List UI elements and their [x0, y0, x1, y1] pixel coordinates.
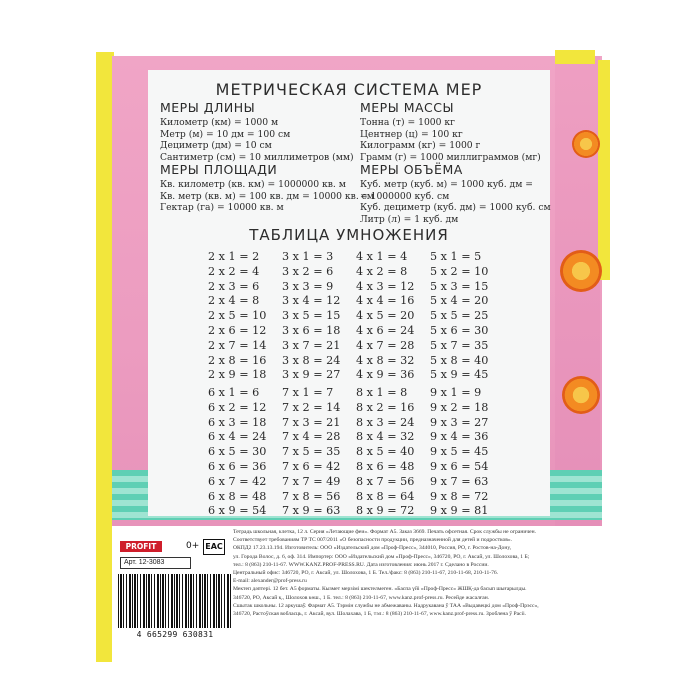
multiplication-entry: 8 x 5 = 40 [356, 445, 415, 459]
multiplication-entry: 9 x 9 = 81 [430, 504, 489, 518]
multiplication-entry: 4 x 8 = 32 [356, 353, 415, 367]
flower-icon [572, 130, 600, 158]
multiplication-entry: 3 x 3 = 9 [282, 279, 334, 293]
fine-print-line: Центральный офис: 346720, РО, г. Аксай, ул. Шолохова, 1 Б. Тел./факс: 8 (863) 210-11-67, 210-11-68, 210-11-76. [233, 570, 499, 577]
multiplication-entry: 4 x 5 = 20 [356, 309, 415, 323]
multiplication-entry: 3 x 1 = 3 [282, 250, 334, 263]
volume-line: Куб. дециметр (куб. дм) = 1000 куб. см [360, 202, 551, 214]
length-line: Метр (м) = 10 дм = 100 см [160, 128, 291, 140]
area-heading: МЕРЫ ПЛОЩАДИ [160, 162, 278, 177]
multiplication-entry: 6 x 1 = 6 [208, 386, 260, 399]
multiplication-entry: 7 x 6 = 42 [282, 459, 341, 473]
multiplication-entry: 4 x 4 = 16 [356, 294, 415, 308]
fine-print-line: ул. Города Волос, д. 6, оф. 314. Импортер: ООО «Издательский дом «Проф-Пресс», 346720, РО, г. Аксай, ул. Шолохова, 1 Б; [233, 553, 530, 560]
multiplication-entry: 2 x 6 = 12 [208, 323, 267, 337]
multiplication-column [356, 250, 414, 383]
cover-edge-top [555, 50, 595, 64]
mass-line: Грамм (г) = 1000 миллиграммов (мг) [360, 151, 541, 163]
multiplication-entry: 4 x 7 = 28 [356, 338, 415, 352]
fine-print-line: Сшытак школьны. 12 аркушаў. Фармат А5. Тэрмін службы не абмежаваны. Надрукавана ў ТАА «Выдавецкі дом «Проф-Прэсс», [233, 602, 539, 609]
multiplication-entry: 9 x 8 = 72 [430, 489, 489, 503]
multiplication-entry: 2 x 4 = 8 [208, 294, 260, 308]
multiplication-entry: 2 x 5 = 10 [208, 309, 267, 323]
mass-line: Центнер (ц) = 100 кг [360, 128, 463, 140]
multiplication-column [356, 386, 414, 519]
multiplication-entry: 5 x 7 = 35 [430, 338, 489, 352]
multiplication-entry: 5 x 9 = 45 [430, 368, 489, 382]
multiplication-entry: 8 x 1 = 8 [356, 386, 408, 399]
multiplication-entry: 2 x 1 = 2 [208, 250, 260, 263]
multiplication-entry: 6 x 2 = 12 [208, 400, 267, 414]
multiplication-column [282, 386, 340, 519]
multiplication-entry: 9 x 4 = 36 [430, 430, 489, 444]
multiplication-entry: 3 x 5 = 15 [282, 309, 341, 323]
length-line: Дециметр (дм) = 10 см [160, 140, 272, 152]
fine-print-line: Соответствует требованиям ТР ТС 007/2011 «О безопасности продукции, предназначенной для детей и подростков». [233, 537, 513, 544]
fine-print [233, 528, 599, 618]
multiplication-entry: 6 x 7 = 42 [208, 474, 267, 488]
length-measures [160, 100, 354, 163]
multiplication-entry: 5 x 6 = 30 [430, 323, 489, 337]
area-line: Кв. метр (кв. м) = 100 кв. дм = 10000 кв. см [160, 190, 374, 202]
fine-print-line: 346720, РО, Аксай қ., Шолохов көш., 1 Б. тел.: 8 (863) 210-11-67, www.kanz.prof-press.ru. Ресейде жасалған. [233, 594, 490, 601]
multiplication-entry: 6 x 3 = 18 [208, 415, 267, 429]
fine-print-line: Мектеп дәптері. 12 бет. А5 форматы. Кызмет мерзімі шектелмеген. «Баспа үйі «Проф-Пресс» ЖШҚ-да басып шығарылды. [233, 586, 527, 593]
multiplication-entry: 3 x 4 = 12 [282, 294, 341, 308]
mass-line: Тонна (т) = 1000 кг [360, 117, 455, 128]
length-line: Километр (км) = 1000 м [160, 117, 279, 128]
eac-mark: EAC [203, 539, 225, 555]
multiplication-entry: 2 x 7 = 14 [208, 338, 267, 352]
multiplication-entry: 2 x 2 = 4 [208, 264, 260, 278]
volume-line: Куб. метр (куб. м) = 1000 куб. дм = [360, 179, 533, 190]
multiplication-column [430, 386, 488, 519]
multiplication-entry: 7 x 7 = 49 [282, 474, 341, 488]
multiplication-column [430, 250, 488, 383]
multiplication-entry: 9 x 1 = 9 [430, 386, 482, 399]
multiplication-entry: 8 x 8 = 64 [356, 489, 415, 503]
multiplication-entry: 5 x 4 = 20 [430, 294, 489, 308]
brand-logo: PROFIT [120, 541, 162, 552]
mass-measures [360, 100, 541, 163]
multiplication-entry: 8 x 6 = 48 [356, 459, 415, 473]
fine-print-line: E-mail: alexander@prof-press.ru [233, 578, 307, 585]
volume-measures [360, 162, 551, 225]
multiplication-entry: 3 x 7 = 21 [282, 338, 341, 352]
multiplication-entry: 8 x 3 = 24 [356, 415, 415, 429]
multiplication-entry: 6 x 8 = 48 [208, 489, 267, 503]
multiplication-entry: 8 x 4 = 32 [356, 430, 415, 444]
multiplication-entry: 2 x 3 = 6 [208, 279, 260, 293]
multiplication-entry: 2 x 9 = 18 [208, 368, 267, 382]
flower-icon [560, 250, 602, 292]
multiplication-entry: 5 x 3 = 15 [430, 279, 489, 293]
barcode [118, 574, 232, 628]
multiplication-entry: 9 x 6 = 54 [430, 459, 489, 473]
multiplication-entry: 5 x 8 = 40 [430, 353, 489, 367]
barcode-number: 4 665299 630831 [136, 630, 214, 639]
cover-edge-right [598, 60, 610, 280]
multiplication-entry: 9 x 3 = 27 [430, 415, 489, 429]
volume-line: Литр (л) = 1 куб. дм [360, 213, 459, 225]
multiplication-entry: 7 x 9 = 63 [282, 504, 341, 518]
multiplication-entry: 6 x 9 = 54 [208, 504, 267, 518]
volume-heading: МЕРЫ ОБЪЁМА [360, 162, 463, 177]
multiplication-entry: 3 x 2 = 6 [282, 264, 334, 278]
multiplication-entry: 3 x 6 = 18 [282, 323, 341, 337]
multiplication-entry: 6 x 5 = 30 [208, 445, 267, 459]
multiplication-entry: 5 x 2 = 10 [430, 264, 489, 278]
multiplication-entry: 8 x 9 = 72 [356, 504, 415, 518]
multiplication-entry: 6 x 6 = 36 [208, 459, 267, 473]
multiplication-entry: 5 x 1 = 5 [430, 250, 482, 263]
multiplication-entry: 7 x 3 = 21 [282, 415, 341, 429]
multiplication-entry: 5 x 5 = 25 [430, 309, 489, 323]
length-heading: МЕРЫ ДЛИНЫ [160, 100, 256, 115]
area-line: Кв. километр (кв. км) = 1000000 кв. м [160, 179, 346, 190]
flower-icon [562, 376, 600, 414]
multiplication-entry: 3 x 8 = 24 [282, 353, 341, 367]
multiplication-entry: 9 x 7 = 63 [430, 474, 489, 488]
multiplication-entry: 4 x 9 = 36 [356, 368, 415, 382]
multiplication-column [282, 250, 340, 383]
multiplication-column [208, 250, 266, 383]
fine-print-line: Тетрадь школьная, клетка, 12 л. Серия «Летающие феи». Формат А5. Заказ 3669. Печать офсетная. Срок службы не ограничен. [233, 529, 537, 535]
fine-print-line: тел.: 8 (863) 210-11-67. WWW.KANZ.PROF-PRESS.RU. Дата изготовления: июнь 2017 г. Сделано в России. [233, 561, 489, 568]
multiplication-entry: 7 x 1 = 7 [282, 386, 334, 399]
reference-panel [148, 70, 550, 516]
multiplication-entry: 7 x 8 = 56 [282, 489, 341, 503]
area-line: Гектар (га) = 10000 кв. м [160, 202, 284, 214]
mass-line: Килограмм (кг) = 1000 г [360, 140, 481, 152]
length-line: Сантиметр (см) = 10 миллиметров (мм) [160, 151, 354, 163]
fine-print-line: 346720, Растоўская вобласць, г. Аксай, вул. Шолахава, 1 Б, тэл.: 8 (863) 210-11-67, www.kanz.prof-press.ru. Зроблена ў Расіі. [233, 611, 527, 618]
multiplication-entry: 9 x 2 = 18 [430, 400, 489, 414]
age-rating: 0+ [186, 541, 200, 551]
multiplication-entry: 6 x 4 = 24 [208, 430, 267, 444]
multiplication-table-title: ТАБЛИЦА УМНОЖЕНИЯ [249, 226, 449, 244]
multiplication-entry: 7 x 4 = 28 [282, 430, 341, 444]
multiplication-entry: 4 x 6 = 24 [356, 323, 415, 337]
multiplication-entry: 3 x 9 = 27 [282, 368, 341, 382]
fine-print-line: ОКПД2 17.23.13.194. Изготовитель: ООО «Издательский дом «Проф-Пресс», 344010, Россия, РО, г. Ростов-на-Дону, [233, 545, 511, 552]
multiplication-entry: 4 x 1 = 4 [356, 250, 408, 263]
multiplication-column [208, 386, 266, 519]
volume-line: = 1000000 куб. см [360, 190, 450, 202]
multiplication-entry: 2 x 8 = 16 [208, 353, 267, 367]
multiplication-entry: 4 x 2 = 8 [356, 264, 408, 278]
multiplication-entry: 8 x 7 = 56 [356, 474, 415, 488]
multiplication-entry: 9 x 5 = 45 [430, 445, 489, 459]
multiplication-entry: 7 x 2 = 14 [282, 400, 341, 414]
area-measures [160, 162, 374, 214]
mass-heading: МЕРЫ МАССЫ [360, 100, 455, 115]
panel-title: МЕТРИЧЕСКАЯ СИСТЕМА МЕР [215, 80, 483, 99]
multiplication-entry: 4 x 3 = 12 [356, 279, 415, 293]
multiplication-entry: 7 x 5 = 35 [282, 445, 341, 459]
article-number: Арт. 12-3083 [120, 557, 191, 569]
multiplication-entry: 8 x 2 = 16 [356, 400, 415, 414]
